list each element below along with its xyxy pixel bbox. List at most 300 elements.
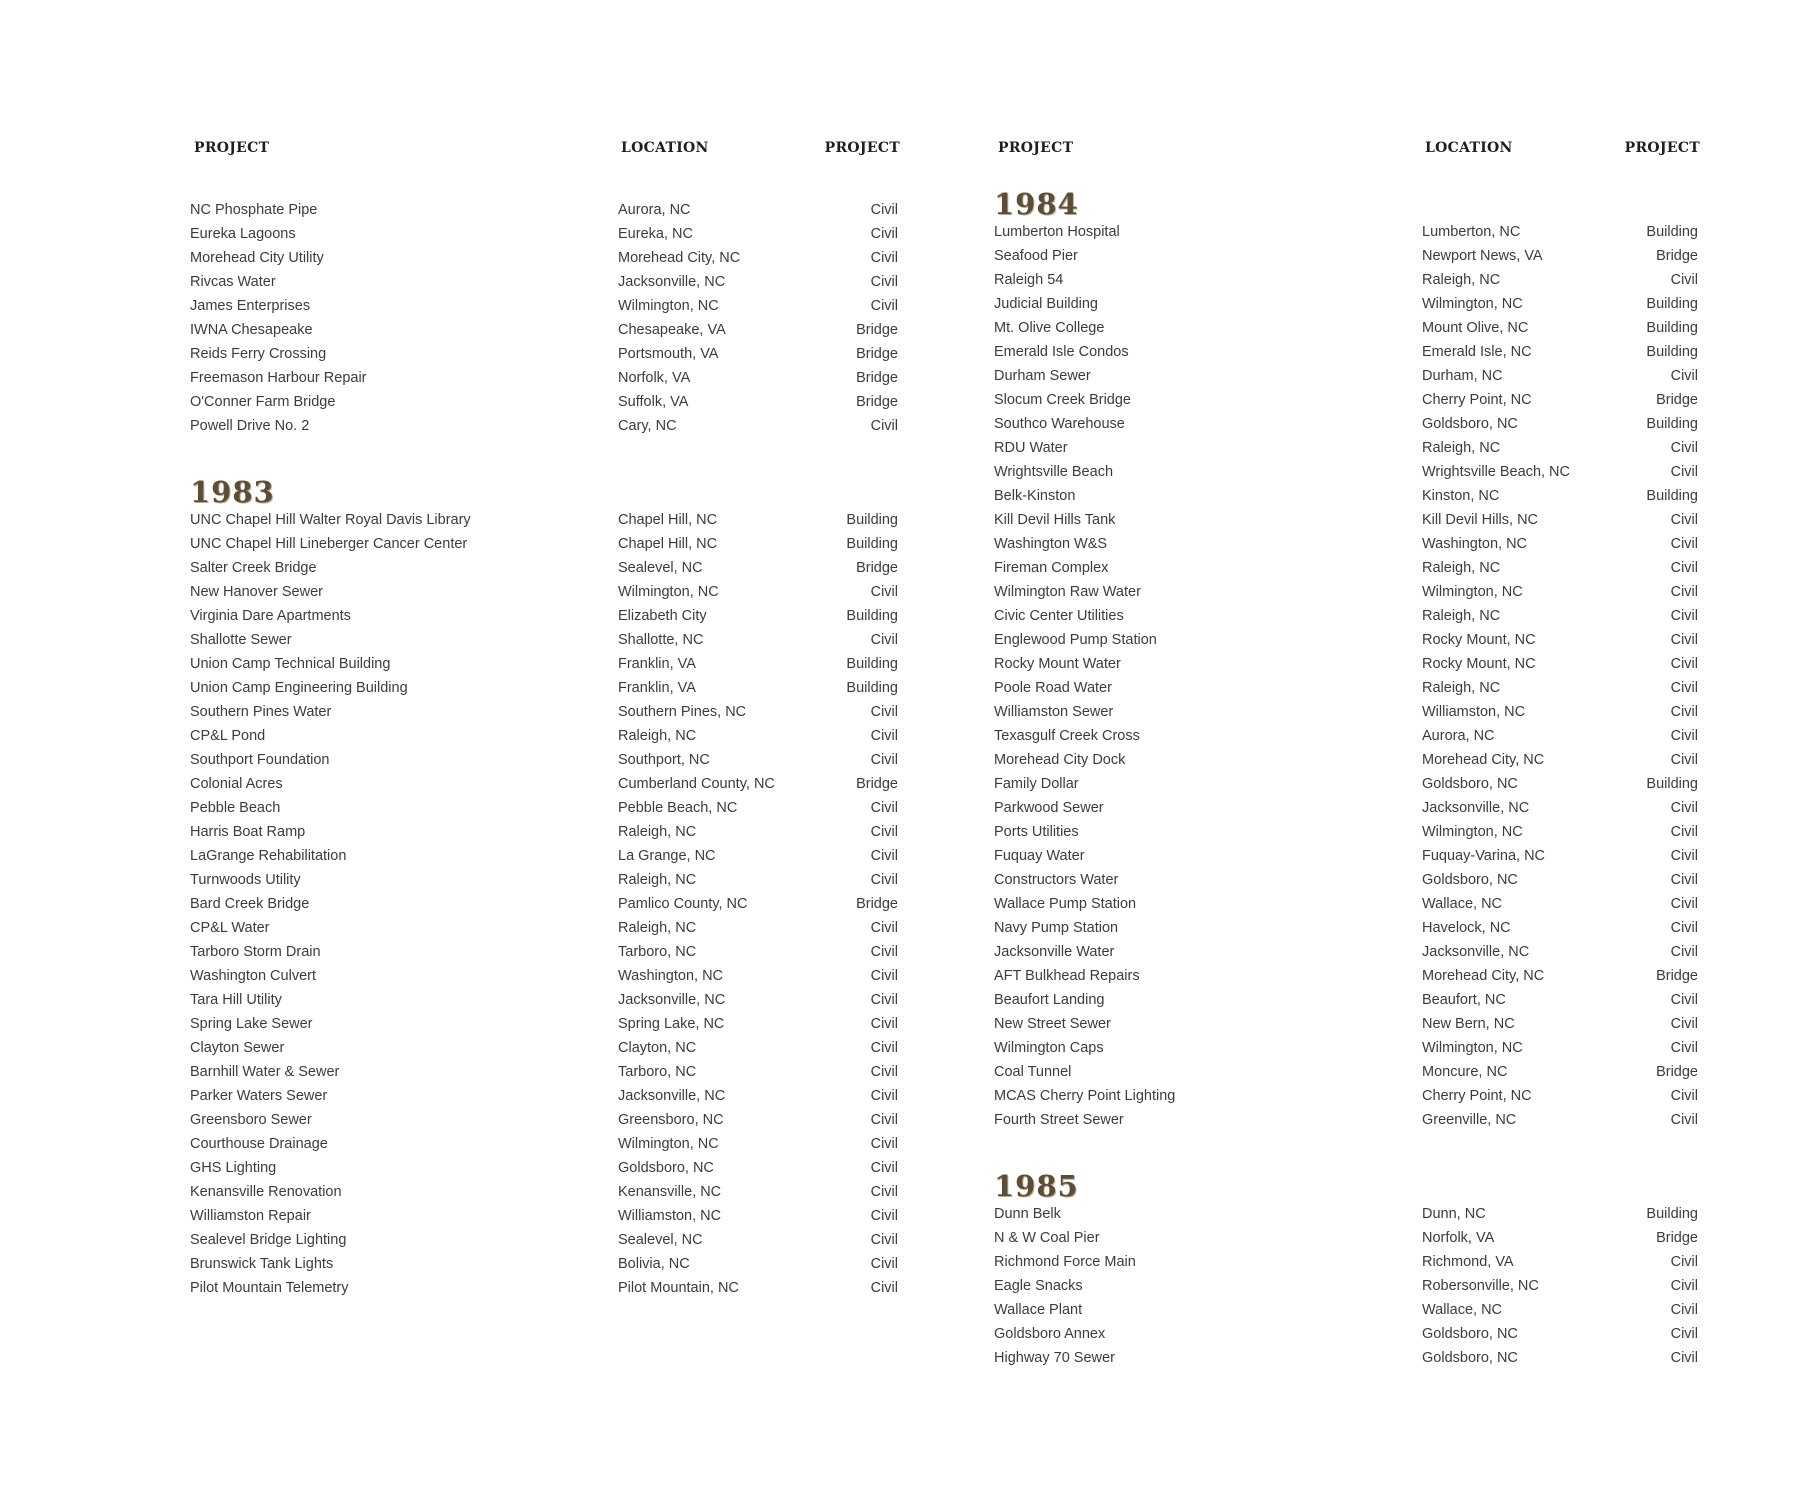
project-type: Civil <box>1670 1302 1698 1318</box>
project-type: Civil <box>870 1112 898 1128</box>
table-row <box>994 892 1700 916</box>
project-location: Wilmington, NC <box>618 298 719 314</box>
project-type: Building <box>1646 488 1698 504</box>
table-row <box>994 1226 1700 1250</box>
table-row <box>190 652 900 676</box>
table-row <box>190 868 900 892</box>
project-location: Pamlico County, NC <box>618 896 748 912</box>
project-type: Civil <box>870 1280 898 1296</box>
project-name: AFT Bulkhead Repairs <box>994 968 1140 984</box>
project-type: Civil <box>1670 1254 1698 1270</box>
project-type: Building <box>1646 296 1698 312</box>
table-row <box>994 244 1700 268</box>
project-name: Tarboro Storm Drain <box>190 944 321 960</box>
project-location: Greenville, NC <box>1422 1112 1517 1128</box>
project-type: Civil <box>870 848 898 864</box>
project-name: Eagle Snacks <box>994 1278 1083 1294</box>
table-row <box>190 246 900 270</box>
project-location: Elizabeth City <box>618 608 707 624</box>
table-row <box>994 460 1700 484</box>
project-name: Greensboro Sewer <box>190 1112 312 1128</box>
project-location: Raleigh, NC <box>1422 608 1501 624</box>
project-type: Bridge <box>1656 1064 1698 1080</box>
table-row <box>994 1298 1700 1322</box>
project-name: Southern Pines Water <box>190 704 332 720</box>
project-type: Civil <box>1670 560 1698 576</box>
project-location: Rocky Mount, NC <box>1422 656 1536 672</box>
table-row <box>190 294 900 318</box>
project-type: Building <box>846 536 898 552</box>
project-type: Bridge <box>1656 392 1698 408</box>
table-row <box>190 1012 900 1036</box>
table-row <box>190 628 900 652</box>
project-type: Civil <box>1670 656 1698 672</box>
project-name: Fireman Complex <box>994 560 1109 576</box>
project-name: Wilmington Raw Water <box>994 584 1141 600</box>
table-row <box>994 1274 1700 1298</box>
project-location: Williamston, NC <box>618 1208 722 1224</box>
table-row <box>994 1060 1700 1084</box>
project-location: Wallace, NC <box>1422 896 1503 912</box>
project-type: Civil <box>870 1088 898 1104</box>
project-name: Powell Drive No. 2 <box>190 418 310 434</box>
table-row <box>994 484 1700 508</box>
table-row <box>190 366 900 390</box>
project-name: Union Camp Technical Building <box>190 656 391 672</box>
project-name: Southco Warehouse <box>994 416 1125 432</box>
table-row <box>994 868 1700 892</box>
location-header: LOCATION <box>621 140 709 156</box>
project-type: Civil <box>1670 536 1698 552</box>
project-type: Civil <box>870 704 898 720</box>
table-row <box>190 1036 900 1060</box>
project-type: Civil <box>1670 608 1698 624</box>
project-name: Washington Culvert <box>190 968 316 984</box>
table-row <box>994 268 1700 292</box>
project-location: New Bern, NC <box>1422 1016 1515 1032</box>
project-type: Building <box>846 608 898 624</box>
project-type: Bridge <box>856 776 898 792</box>
table-row <box>190 198 900 222</box>
project-location: Goldsboro, NC <box>1422 416 1518 432</box>
project-name: Parker Waters Sewer <box>190 1088 328 1104</box>
table-row <box>190 556 900 580</box>
project-location: Cumberland County, NC <box>618 776 775 792</box>
table-row <box>190 1060 900 1084</box>
table-row <box>994 316 1700 340</box>
project-type: Civil <box>870 992 898 1008</box>
project-name: Sealevel Bridge Lighting <box>190 1232 347 1248</box>
project-name: Eureka Lagoons <box>190 226 296 242</box>
project-type: Civil <box>870 274 898 290</box>
project-location: Jacksonville, NC <box>618 274 726 290</box>
project-name: Washington W&S <box>994 536 1108 552</box>
project-type: Civil <box>870 1184 898 1200</box>
table-row <box>190 1156 900 1180</box>
project-type: Civil <box>1670 1112 1698 1128</box>
project-name: Kenansville Renovation <box>190 1184 342 1200</box>
location-header: LOCATION <box>1425 140 1513 156</box>
table-row <box>190 676 900 700</box>
project-location: Cherry Point, NC <box>1422 392 1532 408</box>
table-row <box>994 1346 1700 1370</box>
project-type: Civil <box>1670 1088 1698 1104</box>
project-name: UNC Chapel Hill Walter Royal Davis Library <box>190 512 471 528</box>
project-name: Williamston Sewer <box>994 704 1114 720</box>
project-name: Lumberton Hospital <box>994 224 1120 240</box>
project-name: Poole Road Water <box>994 680 1112 696</box>
project-location: Goldsboro, NC <box>1422 776 1518 792</box>
project-type: Civil <box>870 250 898 266</box>
project-type: Civil <box>1670 1016 1698 1032</box>
table-row <box>190 532 900 556</box>
project-type-header: PROJECT <box>824 140 900 156</box>
project-type: Civil <box>1670 584 1698 600</box>
project-type: Civil <box>870 728 898 744</box>
table-row <box>994 532 1700 556</box>
project-location: Cherry Point, NC <box>1422 1088 1532 1104</box>
table-row <box>994 340 1700 364</box>
project-location: Wilmington, NC <box>618 584 719 600</box>
table-row <box>190 390 900 414</box>
project-location: Richmond, VA <box>1422 1254 1514 1270</box>
table-row <box>190 222 900 246</box>
project-location: Southern Pines, NC <box>618 704 747 720</box>
project-name: Wilmington Caps <box>994 1040 1104 1056</box>
project-type: Civil <box>870 584 898 600</box>
table-row <box>190 318 900 342</box>
right-column-header <box>994 140 1700 164</box>
project-location: Suffolk, VA <box>618 394 689 410</box>
project-type: Civil <box>1670 704 1698 720</box>
table-row <box>994 1322 1700 1346</box>
project-name: Southport Foundation <box>190 752 330 768</box>
table-row <box>994 1250 1700 1274</box>
project-location: Aurora, NC <box>618 202 691 218</box>
project-name: Civic Center Utilities <box>994 608 1124 624</box>
project-type: Bridge <box>856 346 898 362</box>
table-row <box>994 820 1700 844</box>
project-name: Judicial Building <box>994 296 1098 312</box>
project-type: Civil <box>870 824 898 840</box>
project-name: Wrightsville Beach <box>994 464 1114 480</box>
table-row <box>994 964 1700 988</box>
project-type: Civil <box>1670 464 1698 480</box>
table-row <box>994 388 1700 412</box>
project-name: MCAS Cherry Point Lighting <box>994 1088 1176 1104</box>
project-location: Bolivia, NC <box>618 1256 690 1272</box>
table-row <box>190 508 900 532</box>
project-name: IWNA Chesapeake <box>190 322 313 338</box>
project-location: Emerald Isle, NC <box>1422 344 1532 360</box>
project-name: Virginia Dare Apartments <box>190 608 351 624</box>
project-type: Building <box>1646 344 1698 360</box>
project-name: Courthouse Drainage <box>190 1136 328 1152</box>
project-location: Morehead City, NC <box>1422 968 1545 984</box>
table-row <box>994 652 1700 676</box>
project-name: Englewood Pump Station <box>994 632 1157 648</box>
project-location: Kill Devil Hills, NC <box>1422 512 1539 528</box>
project-name: Beaufort Landing <box>994 992 1105 1008</box>
project-location: Kinston, NC <box>1422 488 1500 504</box>
project-type: Building <box>1646 224 1698 240</box>
project-location: Mount Olive, NC <box>1422 320 1529 336</box>
project-name: RDU Water <box>994 440 1068 456</box>
table-row <box>994 748 1700 772</box>
project-type: Civil <box>1670 368 1698 384</box>
project-name: Harris Boat Ramp <box>190 824 306 840</box>
project-list-1983 <box>190 508 900 1300</box>
project-name: Parkwood Sewer <box>994 800 1104 816</box>
project-name: Slocum Creek Bridge <box>994 392 1131 408</box>
project-name: Fuquay Water <box>994 848 1085 864</box>
project-type: Civil <box>870 202 898 218</box>
table-row <box>994 700 1700 724</box>
project-location: Franklin, VA <box>618 656 696 672</box>
project-type: Civil <box>1670 1326 1698 1342</box>
table-row <box>994 1108 1700 1132</box>
project-type: Civil <box>870 226 898 242</box>
project-type: Civil <box>1670 440 1698 456</box>
project-type: Civil <box>870 1232 898 1248</box>
project-name: Bard Creek Bridge <box>190 896 310 912</box>
table-row <box>994 556 1700 580</box>
project-location: Shallotte, NC <box>618 632 704 648</box>
project-location: Pilot Mountain, NC <box>618 1280 739 1296</box>
project-location: La Grange, NC <box>618 848 716 864</box>
project-type: Bridge <box>856 370 898 386</box>
project-name: Kill Devil Hills Tank <box>994 512 1116 528</box>
project-location: Robersonville, NC <box>1422 1278 1539 1294</box>
project-type: Civil <box>870 1016 898 1032</box>
project-type: Civil <box>870 1040 898 1056</box>
table-row <box>994 1012 1700 1036</box>
project-type: Civil <box>1670 752 1698 768</box>
left-column <box>190 140 900 1300</box>
project-location: Washington, NC <box>1422 536 1528 552</box>
project-type: Civil <box>870 968 898 984</box>
project-name: Fourth Street Sewer <box>994 1112 1124 1128</box>
project-location: Raleigh, NC <box>1422 560 1501 576</box>
project-location: Jacksonville, NC <box>618 992 726 1008</box>
year-heading-1984: 1984 <box>994 187 1079 221</box>
project-location: Franklin, VA <box>618 680 696 696</box>
project-name: CP&L Pond <box>190 728 266 744</box>
table-row <box>190 964 900 988</box>
project-location: Raleigh, NC <box>618 920 697 936</box>
project-name: LaGrange Rehabilitation <box>190 848 347 864</box>
table-row <box>994 628 1700 652</box>
project-type: Building <box>1646 320 1698 336</box>
project-location: Norfolk, VA <box>618 370 691 386</box>
project-name: Williamston Repair <box>190 1208 311 1224</box>
right-column <box>994 140 1700 1370</box>
project-type: Civil <box>870 1136 898 1152</box>
project-location: Raleigh, NC <box>1422 272 1501 288</box>
table-row <box>994 292 1700 316</box>
project-type: Civil <box>1670 872 1698 888</box>
project-location: Williamston, NC <box>1422 704 1526 720</box>
project-location: Wilmington, NC <box>1422 584 1523 600</box>
project-location: Tarboro, NC <box>618 1064 697 1080</box>
project-name: Ports Utilities <box>994 824 1079 840</box>
project-location: Jacksonville, NC <box>1422 944 1530 960</box>
project-type: Civil <box>1670 632 1698 648</box>
project-name: Colonial Acres <box>190 776 283 792</box>
left-column-header <box>190 140 900 164</box>
project-type: Civil <box>1670 1040 1698 1056</box>
project-type: Building <box>1646 1206 1698 1222</box>
project-name: Wallace Pump Station <box>994 896 1137 912</box>
project-name: Morehead City Dock <box>994 752 1126 768</box>
project-location: Southport, NC <box>618 752 710 768</box>
table-row <box>190 940 900 964</box>
table-row <box>190 820 900 844</box>
table-row <box>190 270 900 294</box>
project-location: Sealevel, NC <box>618 560 703 576</box>
project-name: Durham Sewer <box>994 368 1091 384</box>
table-row <box>994 1036 1700 1060</box>
project-name: Seafood Pier <box>994 248 1078 264</box>
project-location: Raleigh, NC <box>1422 680 1501 696</box>
table-row <box>190 844 900 868</box>
project-location: Rocky Mount, NC <box>1422 632 1536 648</box>
table-row <box>994 580 1700 604</box>
project-location: Goldsboro, NC <box>618 1160 714 1176</box>
table-row <box>994 724 1700 748</box>
project-name: Shallotte Sewer <box>190 632 292 648</box>
table-row <box>994 772 1700 796</box>
project-name: Richmond Force Main <box>994 1254 1136 1270</box>
project-name: Brunswick Tank Lights <box>190 1256 334 1272</box>
project-location: Norfolk, VA <box>1422 1230 1495 1246</box>
project-type: Bridge <box>856 394 898 410</box>
project-type: Civil <box>870 1208 898 1224</box>
project-location: Clayton, NC <box>618 1040 697 1056</box>
project-type: Civil <box>870 800 898 816</box>
project-type: Bridge <box>856 560 898 576</box>
project-name: GHS Lighting <box>190 1160 277 1176</box>
project-type: Civil <box>1670 800 1698 816</box>
table-row <box>190 796 900 820</box>
project-name: Clayton Sewer <box>190 1040 285 1056</box>
table-row <box>994 604 1700 628</box>
project-type: Bridge <box>1656 1230 1698 1246</box>
year-heading-1983: 1983 <box>190 475 275 509</box>
project-type: Civil <box>1670 992 1698 1008</box>
project-type: Civil <box>870 872 898 888</box>
project-name: Pilot Mountain Telemetry <box>190 1280 349 1296</box>
table-row <box>994 1202 1700 1226</box>
table-row <box>190 988 900 1012</box>
project-name: NC Phosphate Pipe <box>190 202 318 218</box>
project-name: Freemason Harbour Repair <box>190 370 367 386</box>
project-type: Civil <box>1670 944 1698 960</box>
project-type: Civil <box>870 632 898 648</box>
project-location: Goldsboro, NC <box>1422 1350 1518 1366</box>
table-row <box>994 796 1700 820</box>
project-location: Greensboro, NC <box>618 1112 724 1128</box>
project-location: Fuquay-Varina, NC <box>1422 848 1546 864</box>
table-row <box>994 916 1700 940</box>
table-row <box>994 988 1700 1012</box>
project-type: Building <box>1646 416 1698 432</box>
project-name: Salter Creek Bridge <box>190 560 317 576</box>
project-location: Beaufort, NC <box>1422 992 1506 1008</box>
project-type: Bridge <box>1656 248 1698 264</box>
project-type: Civil <box>870 920 898 936</box>
table-row <box>994 412 1700 436</box>
project-name: Texasgulf Creek Cross <box>994 728 1140 744</box>
project-location: Cary, NC <box>618 418 677 434</box>
project-type: Civil <box>1670 1278 1698 1294</box>
project-name: Tara Hill Utility <box>190 992 282 1008</box>
project-location: Raleigh, NC <box>618 824 697 840</box>
project-name: Wallace Plant <box>994 1302 1083 1318</box>
project-location: Goldsboro, NC <box>1422 1326 1518 1342</box>
project-name: New Street Sewer <box>994 1016 1111 1032</box>
project-name: James Enterprises <box>190 298 311 314</box>
year-heading-1985: 1985 <box>994 1169 1079 1203</box>
project-type: Building <box>846 680 898 696</box>
project-name: Belk-Kinston <box>994 488 1076 504</box>
table-row <box>994 1084 1700 1108</box>
table-row <box>190 892 900 916</box>
project-type: Civil <box>870 418 898 434</box>
project-type: Civil <box>1670 512 1698 528</box>
table-row <box>190 748 900 772</box>
project-type: Civil <box>1670 272 1698 288</box>
project-name: Dunn Belk <box>994 1206 1061 1222</box>
project-type: Civil <box>870 298 898 314</box>
table-row <box>994 940 1700 964</box>
project-location: Wilmington, NC <box>1422 824 1523 840</box>
table-row <box>190 1204 900 1228</box>
project-name: O'Conner Farm Bridge <box>190 394 336 410</box>
project-name: Goldsboro Annex <box>994 1326 1106 1342</box>
table-row <box>190 1252 900 1276</box>
project-location: Portsmouth, VA <box>618 346 719 362</box>
project-type: Bridge <box>856 896 898 912</box>
table-row <box>994 364 1700 388</box>
table-row <box>994 844 1700 868</box>
table-row <box>190 342 900 366</box>
project-location: Jacksonville, NC <box>618 1088 726 1104</box>
project-type-header: PROJECT <box>1624 140 1700 156</box>
project-location: Raleigh, NC <box>618 872 697 888</box>
project-location: Spring Lake, NC <box>618 1016 725 1032</box>
project-type: Civil <box>870 944 898 960</box>
project-location: Newport News, VA <box>1422 248 1543 264</box>
project-name: Navy Pump Station <box>994 920 1119 936</box>
project-name: Rivcas Water <box>190 274 276 290</box>
project-name: Morehead City Utility <box>190 250 324 266</box>
table-row <box>190 414 900 438</box>
table-row <box>190 580 900 604</box>
project-name: Reids Ferry Crossing <box>190 346 327 362</box>
project-location: Durham, NC <box>1422 368 1503 384</box>
project-header: PROJECT <box>194 140 270 156</box>
project-location: Chapel Hill, NC <box>618 536 718 552</box>
project-type: Bridge <box>856 322 898 338</box>
project-location: Aurora, NC <box>1422 728 1495 744</box>
project-location: Goldsboro, NC <box>1422 872 1518 888</box>
project-location: Morehead City, NC <box>1422 752 1545 768</box>
project-location: Raleigh, NC <box>1422 440 1501 456</box>
table-row <box>190 1132 900 1156</box>
project-location: Jacksonville, NC <box>1422 800 1530 816</box>
project-location: Raleigh, NC <box>618 728 697 744</box>
